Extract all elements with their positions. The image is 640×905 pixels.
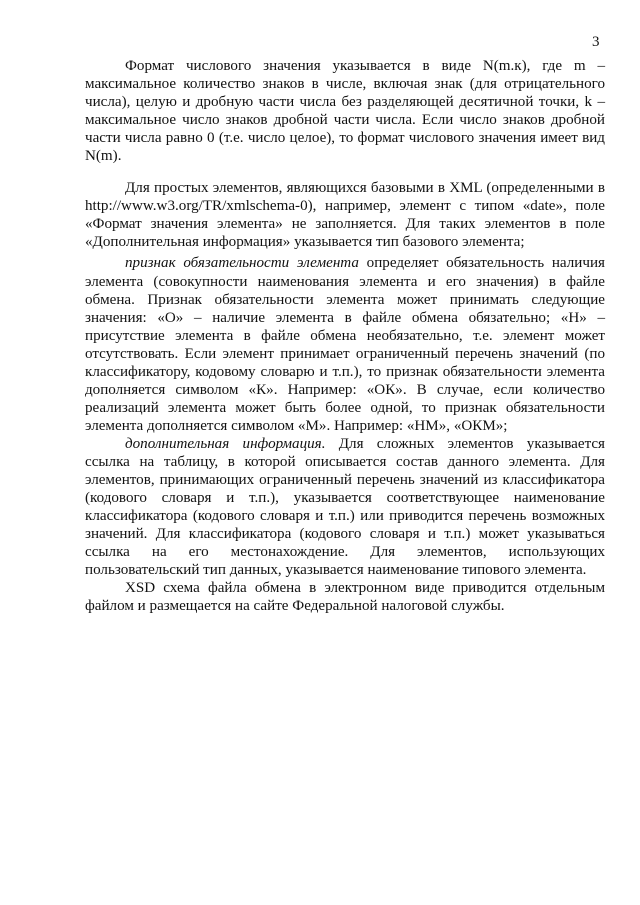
page-number: 3 <box>592 34 600 50</box>
mandatory-flag-text: определяет обязательность наличия элемента (совокупности наименования элемента и его значения) в файле обмена. Признак обязательности элемента может принимать следующие значения: «О» – наличие элемента в файле обмена обязательно; «Н» – присутствие элемента в файле обмена необязательно, т.е. элемент может отсутствовать. Если элемент принимает ограниченный перечень значений (по классификатору, кодовому словарю и т.п.), то признак обязательности элемента дополняется символом «К». Например: «ОК». В случае, если количество реализаций элемента может быть более одной, то признак обязательности элемента дополняется символом «М». Например: «НМ», «ОКМ»; <box>85 255 605 434</box>
paragraph-number-format: Формат числового значения указывается в виде N(m.к), где m – максимальное количество знаков в числе, включая знак (для отрицательного числа), целую и дробную части числа без разделяющей десятичной точки, k – максимальное число знаков дробной части числа. Если число знаков дробной части числа равно 0 (т.е. число целое), то формат числового значения имеет вид N(m). <box>85 58 605 165</box>
paragraph-simple-elements: Для простых элементов, являющихся базовыми в XML (определенными в http://www.w3.org/TR/xmlschema-0), например, элемент с типом «date», поле «Формат значения элемента» не заполняется. Для таких элементов в поле «Дополнительная информация» указывается тип базового элемента; <box>85 180 605 251</box>
term-mandatory-flag: признак обязательности элемента <box>125 255 359 272</box>
term-additional-info: дополнительная информация. <box>125 435 326 452</box>
paragraph-xsd-schema: XSD схема файла обмена в электронном виде приводится отдельным файлом и размещается на сайте Федеральной налоговой службы. <box>85 580 605 615</box>
document-body <box>85 57 605 615</box>
additional-info-text: Для сложных элементов указывается ссылка на таблицу, в которой описывается состав данного элемента. Для элементов, принимающих ограниченный перечень значений из классификатора (кодового словаря и т.п.), указывается соответствующее наименование классификатора (кодового словаря и т.п.) или приводится перечень возможных значений. Для классификатора (кодового словаря и т.п.) может указываться ссылка на его местонахождение. Для элементов, использующих пользовательский тип данных, указывается наименование типового элемента. <box>85 435 605 579</box>
paragraph-additional-info <box>85 435 605 579</box>
paragraph-mandatory-flag <box>85 254 605 434</box>
